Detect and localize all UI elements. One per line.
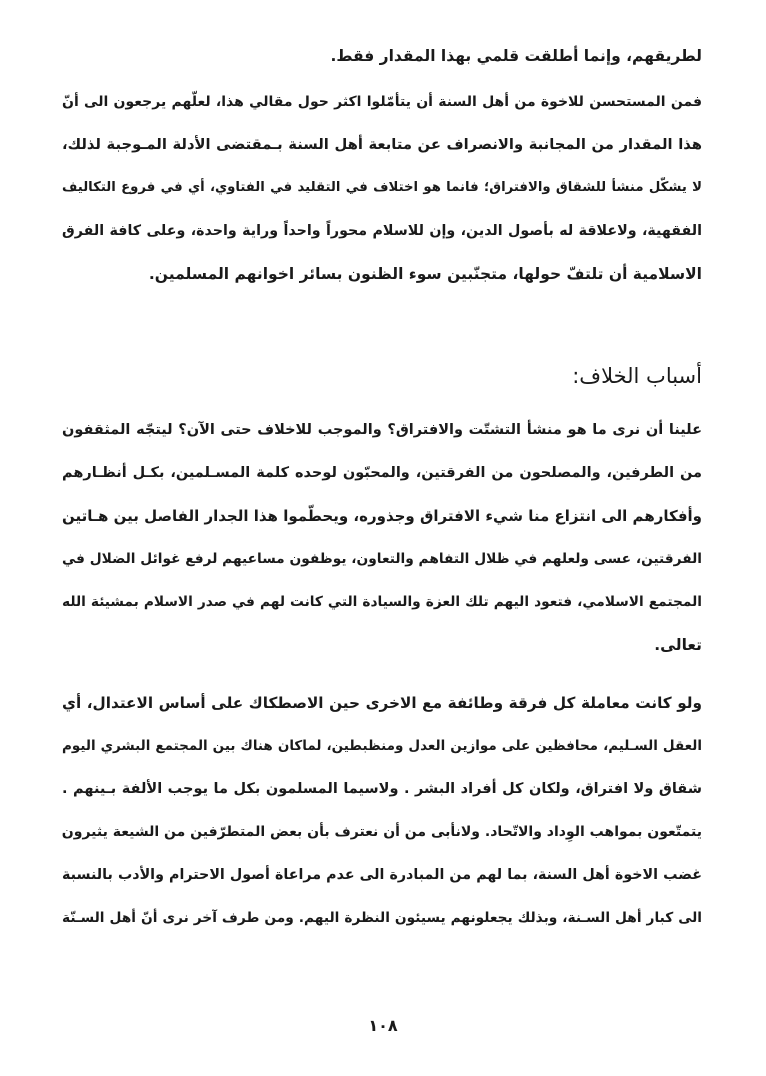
paragraph-4-line-1: ولو كانت معاملة كل فرقة وطائفة مع الاخرى حين الاصطكاك على أساس الاعتدال، أي [62,694,702,712]
paragraph-2-line-4: الفقهية، ولاعلاقة له بأصول الدين، وإن للاسلام محوراً واحداً وراية واحدة، وعلى كافة الفرق [62,223,702,239]
paragraph-1-line-1: لطريقهم، وإنما أطلقت قلمي بهذا المقدار فقط. [330,47,702,65]
page-number: ١٠٨ [368,1016,398,1035]
paragraph-3-line-2: من الطرفين، والمصلحون من الفرقتين، والمحبّون لوحده كلمة المسـلمين، بكـل أنظـارهم [62,465,702,481]
paragraph-2-line-2: هذا المقدار من المجانبة والانصراف عن متابعة أهل السنة بـمقتضى الأدلة المـوجبة لذلك، [62,136,702,153]
paragraph-4-line-6: الى كبار أهل السـنة، وبذلك يجعلونهم يسيئون النظرة اليهم. ومن طرف آخر نرى أنّ أهل السـنّة [62,910,702,926]
paragraph-4-line-5: غضب الاخوة أهل السنة، بما لهم من المبادرة الى عدم مراعاة أصول الاحترام والأدب بالنسبة [62,867,702,883]
paragraph-3-line-1: علينا أن نرى ما هو منشأ التشتّت والافتراق؟ والموجب للاخلاف حتى الآن؟ ليتجّه المثقفون [62,422,702,438]
section-heading: أسباب الخلاف: [572,364,702,388]
paragraph-3-line-6: تعالى. [654,636,702,654]
paragraph-3-line-5: المجتمع الاسلامي، فتعود اليهم تلك العزة والسيادة التي كانت لهم في صدر الاسلام بمشيئة الله [62,594,702,610]
paragraph-4-line-3: شقاق ولا افتراق، ولكان كل أفراد البشر . ولاسيما المسلمون بكل ما يوجب الألفة بـينهم . [62,781,702,797]
paragraph-4-line-2: العقل السـليم، محافظين على موازين العدل ومنظبطين، لماكان هناك بين المجتمع البشري اليوم [62,738,702,754]
paragraph-2-line-5: الاسلامية أن تلتفّ حولها، متجنّبين سوء الظنون بسائر اخوانهم المسلمين. [148,265,702,283]
paragraph-3-line-4: الفرقتين، عسى ولعلهم في ظلال التفاهم والتعاون، يوظفون مساعيهم لرفع غوائل الضلال في [62,551,702,567]
paragraph-4-line-4: يتمتّعون بمواهب الوِداد والاتّحاد. ولانأبى من أن نعترف بأن بعض المتطرّفين من الشيعة يثيرون [62,824,702,840]
paragraph-2-line-1: فمن المستحسن للاخوة من أهل السنة أن يتأمّلوا اكثر حول مقالي هذا، لعلّهم يرجعون الى أنّ [62,94,702,110]
paragraph-3-line-3: وأفكارهم الى انتزاع منا شيء الافتراق وجذوره، ويحطّموا هذا الجدار الفاصل بين هـاتين [62,507,702,525]
paragraph-2-line-3: لا يشكّل منشأ للشقاق والافتراق؛ فانما هو اختلاف في التقليد في الفتاوي، أي في فروع التكاليف [62,180,702,195]
